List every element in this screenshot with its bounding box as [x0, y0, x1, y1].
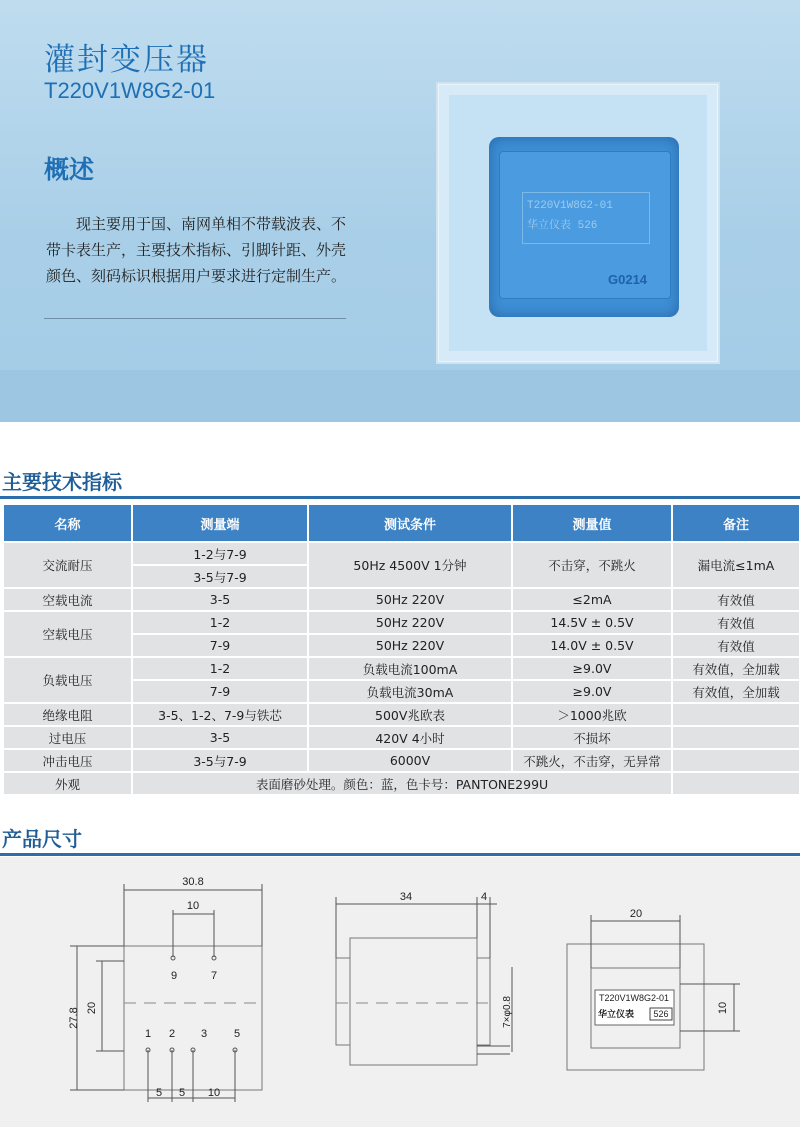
- cell-value: ≥9.0V: [512, 680, 672, 703]
- label-pin-7: 7: [210, 970, 218, 982]
- cell-condition: 负载电流100mA: [308, 657, 512, 680]
- dim-front-width: 30.8: [182, 876, 204, 888]
- label-pin-9: 9: [170, 970, 178, 982]
- label-pin-3: 3: [200, 1028, 208, 1040]
- dim-front-height: 27.8: [68, 1007, 80, 1029]
- cell-note: [672, 772, 800, 795]
- cell-name: 外观: [3, 772, 132, 795]
- label-pin-5: 5: [233, 1028, 241, 1040]
- side-flange-right: [477, 958, 490, 1045]
- cell-condition: 50Hz 220V: [308, 634, 512, 657]
- cell-terminal: 7-9: [132, 680, 308, 703]
- engraved-label: [522, 192, 650, 244]
- cell-name: 空载电流: [3, 588, 132, 611]
- overview-text: 现主要用于国、南网单相不带载波表、不带卡表生产，主要技术指标、引脚针距、外壳颜色、刻码标识根据用户要求进行定制生产。: [46, 215, 347, 285]
- cell-condition: 50Hz 220V: [308, 588, 512, 611]
- transformer-top: [499, 151, 671, 299]
- cell-value: 不击穿，不跳火: [512, 542, 672, 588]
- cell-value: 14.5V ± 0.5V: [512, 611, 672, 634]
- page-title: 灌封变压器: [44, 42, 209, 78]
- dim-spacing-3: 10: [207, 1087, 221, 1099]
- engraved-model: T220V1W8G2-01: [527, 200, 613, 212]
- cell-note: 漏电流≤1mA: [672, 542, 800, 588]
- dim-top-height: 10: [717, 1001, 729, 1015]
- cell-note: 有效值，全加载: [672, 657, 800, 680]
- cell-note: 有效值: [672, 611, 800, 634]
- product-photo: [438, 84, 718, 362]
- model-number: T220V1W8G2-01: [44, 78, 216, 103]
- cell-condition: 500V兆欧表: [308, 703, 512, 726]
- dimensions-heading-bar: [0, 853, 800, 856]
- side-body: [350, 938, 477, 1065]
- front-view: [68, 876, 262, 1102]
- cell-note: 有效值，全加载: [672, 680, 800, 703]
- table-header-row: [3, 504, 800, 542]
- table-row: [3, 749, 800, 772]
- dim-top-width: 20: [629, 908, 643, 920]
- cell-name: 绝缘电阻: [3, 703, 132, 726]
- cell-terminal: 7-9: [132, 634, 308, 657]
- header-condition: 测试条件: [308, 504, 512, 542]
- dimensions-heading: 产品尺寸: [2, 827, 82, 851]
- cell-value: 不跳火，不击穿，无异常: [512, 749, 672, 772]
- cell-terminal: 1-2: [132, 611, 308, 634]
- cell-name: 负载电压: [3, 657, 132, 703]
- cell-terminal: 3-5、1-2、7-9与铁芯: [132, 703, 308, 726]
- cell-terminal: 3-5与7-9: [132, 749, 308, 772]
- photo-background: [449, 95, 707, 351]
- cell-note: 有效值: [672, 588, 800, 611]
- cell-value: ＞1000兆欧: [512, 703, 672, 726]
- header-terminal: 测量端: [132, 504, 308, 542]
- cell-condition: 50Hz 220V: [308, 611, 512, 634]
- table-row: [3, 657, 800, 680]
- cell-appearance: 表面磨砂处理。颜色：蓝，色卡号：PANTONE299U: [132, 772, 672, 795]
- table-row: [3, 588, 800, 611]
- header-value: 测量值: [512, 504, 672, 542]
- cell-condition: 420V 4小时: [308, 726, 512, 749]
- cell-condition: 6000V: [308, 749, 512, 772]
- cell-value: ≤2mA: [512, 588, 672, 611]
- top-label-brand: 华立仪表: [598, 1009, 635, 1019]
- hero-bottom-band: [0, 370, 800, 422]
- hero-banner: [0, 0, 800, 422]
- cell-terminal: 3-5与7-9: [132, 565, 308, 588]
- overview-heading: 概述: [44, 155, 95, 184]
- dim-side-offset: 4: [480, 891, 488, 903]
- side-flange-left: [336, 958, 350, 1045]
- cell-name: 过电压: [3, 726, 132, 749]
- cell-value: 不损坏: [512, 726, 672, 749]
- specs-heading-bar: [0, 496, 800, 499]
- cell-condition: 负载电流30mA: [308, 680, 512, 703]
- top-view: [567, 908, 740, 1070]
- specs-heading: 主要技术指标: [2, 470, 122, 494]
- cell-note: [672, 703, 800, 726]
- label-pin-1: 1: [144, 1028, 152, 1040]
- cell-condition: 50Hz 4500V 1分钟: [308, 542, 512, 588]
- table-row: [3, 772, 800, 795]
- transformer-body: [489, 137, 679, 317]
- overview-divider: [44, 318, 346, 319]
- dim-side-pin: 7×φ0.8: [502, 996, 513, 1028]
- dimension-drawings: [0, 857, 800, 1127]
- cell-note: 有效值: [672, 634, 800, 657]
- spec-table: [2, 503, 800, 796]
- dim-spacing-2: 5: [178, 1087, 186, 1099]
- cell-terminal: 3-5: [132, 726, 308, 749]
- cell-name: 冲击电压: [3, 749, 132, 772]
- cell-terminal: 1-2与7-9: [132, 542, 308, 565]
- cell-name: 交流耐压: [3, 542, 132, 588]
- dimension-svg: [0, 857, 800, 1127]
- dim-front-inner-height: 20: [86, 1001, 98, 1015]
- top-label-model: T220V1W8G2-01: [598, 993, 670, 1003]
- header-note: 备注: [672, 504, 800, 542]
- side-view: [336, 891, 513, 1065]
- cell-value: 14.0V ± 0.5V: [512, 634, 672, 657]
- table-row: [3, 542, 800, 565]
- cell-note: [672, 749, 800, 772]
- header-name: 名称: [3, 504, 132, 542]
- dim-front-pitch: 10: [186, 900, 200, 912]
- table-row: [3, 611, 800, 634]
- top-label-code: 526: [653, 1009, 669, 1019]
- cell-terminal: 1-2: [132, 657, 308, 680]
- cell-terminal: 3-5: [132, 588, 308, 611]
- engraved-brand: 华立仪表 526: [527, 220, 598, 232]
- dim-spacing-1: 5: [155, 1087, 163, 1099]
- table-row: [3, 726, 800, 749]
- dim-side-length: 34: [399, 891, 413, 903]
- cell-name: 空载电压: [3, 611, 132, 657]
- cell-value: ≥9.0V: [512, 657, 672, 680]
- table-row: [3, 703, 800, 726]
- label-pin-2: 2: [168, 1028, 176, 1040]
- engraved-code: G0214: [608, 272, 648, 287]
- cell-note: [672, 726, 800, 749]
